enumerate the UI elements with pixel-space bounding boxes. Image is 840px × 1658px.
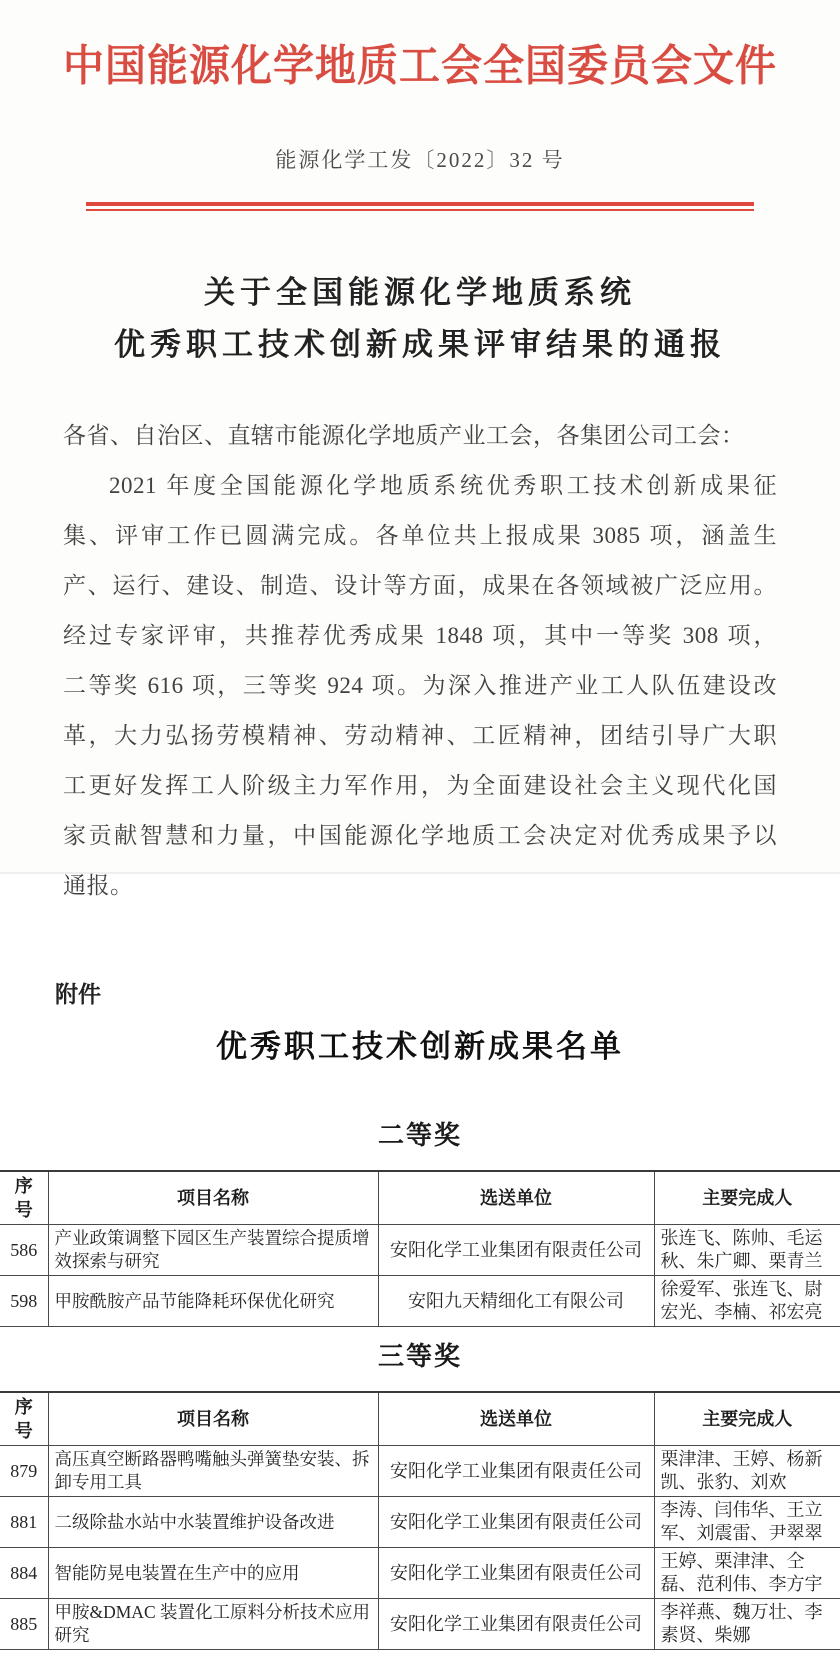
table-header-row [0, 1171, 840, 1225]
notice-body [63, 411, 777, 911]
award-table [0, 1391, 840, 1650]
unit-cell: 安阳化学工业集团有限责任公司 [378, 1599, 654, 1650]
document-title-line-2: 优秀职工技术创新成果评审结果的通报 [114, 327, 726, 362]
body-line: 二等奖 616 项，三等奖 924 项。为深入推进产业工人队伍建设改 [63, 673, 777, 698]
award-level-heading: 二等奖 [377, 1120, 462, 1150]
table-row [0, 1225, 840, 1276]
attachment-title: 优秀职工技术创新成果名单 [216, 1029, 624, 1064]
people-cell: 李涛、闫伟华、王立军、刘震雷、尹翠翠 [654, 1497, 840, 1548]
award-table [0, 1170, 840, 1327]
column-header [654, 1392, 840, 1446]
column-header-label: 主要完成人 [702, 1409, 793, 1429]
table-row [0, 1276, 840, 1327]
unit-cell: 安阳化学工业集团有限责任公司 [378, 1225, 654, 1276]
people-cell: 李祥燕、魏万壮、李素贤、柴娜 [654, 1599, 840, 1650]
column-header-label: 项目名称 [177, 1409, 249, 1429]
salutation-line: 各省、自治区、直辖市能源化学地质产业工会，各集团公司工会： [63, 423, 745, 448]
column-header [378, 1171, 654, 1225]
unit-cell: 安阳化学工业集团有限责任公司 [378, 1548, 654, 1599]
column-header [378, 1392, 654, 1446]
column-header [654, 1171, 840, 1225]
table-row [0, 1497, 840, 1548]
award-sections [0, 1118, 840, 1650]
project-cell: 智能防晃电装置在生产中的应用 [48, 1548, 378, 1599]
document-title-line-1: 关于全国能源化学地质系统 [204, 275, 636, 310]
project-cell: 甲胺&DMAC 装置化工原料分析技术应用研究 [48, 1599, 378, 1650]
table-row [0, 1548, 840, 1599]
table-row [0, 1446, 840, 1497]
column-header-label: 选送单位 [480, 1409, 552, 1429]
project-cell: 高压真空断路器鸭嘴触头弹簧垫安装、拆卸专用工具 [48, 1446, 378, 1497]
document-number: 能源化学工发〔2022〕32 号 [275, 148, 565, 172]
unit-cell: 安阳九天精细化工有限公司 [378, 1276, 654, 1327]
body-line: 集、评审工作已圆满完成。各单位共上报成果 3085 项，涵盖生 [63, 523, 777, 548]
people-cell: 栗津津、王婷、杨新凯、张豹、刘欢 [654, 1446, 840, 1497]
attachment-page [0, 874, 840, 1650]
document-title [0, 267, 840, 371]
seq-cell: 881 [0, 1497, 48, 1548]
table-header-row [0, 1392, 840, 1446]
seq-cell: 884 [0, 1548, 48, 1599]
column-header-label: 选送单位 [480, 1188, 552, 1208]
unit-cell: 安阳化学工业集团有限责任公司 [378, 1497, 654, 1548]
column-header-label: 序号 [14, 1176, 33, 1220]
body-line: 产、运行、建设、制造、设计等方面，成果在各领域被广泛应用。 [63, 573, 777, 598]
column-header [48, 1171, 378, 1225]
award-level-heading: 三等奖 [377, 1341, 462, 1371]
project-cell: 甲胺酰胺产品节能降耗环保优化研究 [48, 1276, 378, 1327]
column-header [0, 1171, 48, 1225]
red-divider-rule [86, 202, 754, 211]
column-header-label: 序号 [14, 1397, 33, 1441]
body-line: 经过专家评审，共推荐优秀成果 1848 项，其中一等奖 308 项， [63, 623, 777, 648]
seq-cell: 879 [0, 1446, 48, 1497]
body-paragraph [63, 461, 777, 911]
people-cell: 王婷、栗津津、仝磊、范利伟、李方宇 [654, 1548, 840, 1599]
people-cell: 徐爱军、张连飞、尉宏光、李楠、祁宏亮 [654, 1276, 840, 1327]
project-cell: 二级除盐水站中水装置维护设备改进 [48, 1497, 378, 1548]
seq-cell: 885 [0, 1599, 48, 1650]
project-cell: 产业政策调整下园区生产装置综合提质增效探索与研究 [48, 1225, 378, 1276]
masthead-title: 中国能源化学地质工会全国委员会文件 [63, 41, 777, 91]
column-header [0, 1392, 48, 1446]
column-header [48, 1392, 378, 1446]
column-header-label: 主要完成人 [702, 1188, 793, 1208]
table-row [0, 1599, 840, 1650]
unit-cell: 安阳化学工业集团有限责任公司 [378, 1446, 654, 1497]
attachment-label: 附件 [55, 981, 101, 1007]
people-cell: 张连飞、陈帅、毛运秋、朱广卿、栗青兰 [654, 1225, 840, 1276]
body-line: 革，大力弘扬劳模精神、劳动精神、工匠精神，团结引导广大职 [63, 723, 777, 748]
body-line: 通报。 [63, 873, 134, 898]
body-line: 工更好发挥工人阶级主力军作用，为全面建设社会主义现代化国 [63, 773, 777, 798]
body-line: 2021 年度全国能源化学地质系统优秀职工技术创新成果征 [109, 473, 777, 498]
seq-cell: 598 [0, 1276, 48, 1327]
column-header-label: 项目名称 [177, 1188, 249, 1208]
seq-cell: 586 [0, 1225, 48, 1276]
body-line: 家贡献智慧和力量，中国能源化学地质工会决定对优秀成果予以 [63, 823, 777, 848]
